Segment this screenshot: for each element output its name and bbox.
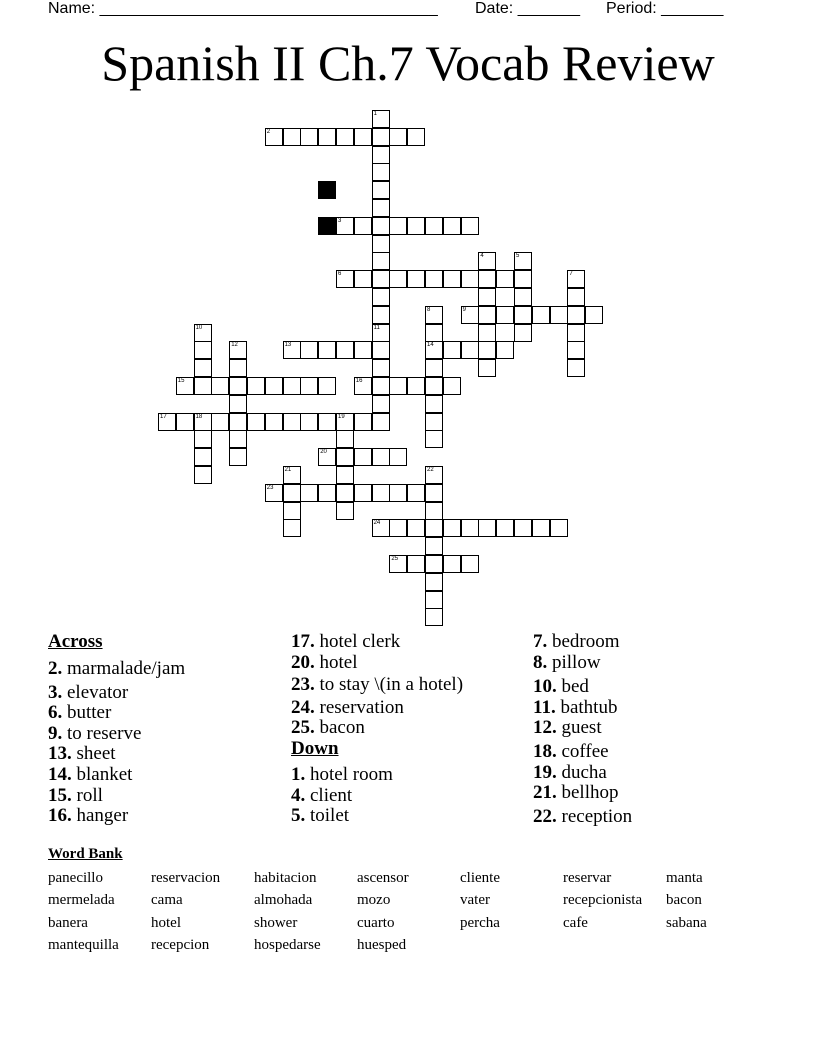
- clue-text: hotel clerk: [314, 631, 401, 652]
- grid-cell[interactable]: [229, 430, 247, 448]
- grid-cell[interactable]: [372, 377, 390, 395]
- period-field[interactable]: Period: _______: [606, 0, 724, 17]
- grid-cell[interactable]: [336, 270, 354, 288]
- grid-cell[interactable]: [336, 448, 354, 466]
- cell-number: 19: [338, 413, 345, 420]
- clue-item: [48, 723, 141, 745]
- cell-number: 6: [338, 271, 342, 278]
- grid-cell[interactable]: [194, 430, 212, 448]
- clue-item: [48, 764, 132, 786]
- grid-cell[interactable]: [372, 306, 390, 324]
- clue-number: 14.: [48, 764, 72, 785]
- clue-number: 25.: [291, 717, 315, 738]
- clue-number: 13.: [48, 743, 72, 764]
- grid-cell[interactable]: [283, 377, 301, 395]
- grid-cell[interactable]: [300, 377, 318, 395]
- grid-cell[interactable]: [461, 306, 479, 324]
- clue-item: [291, 764, 393, 786]
- grid-cell[interactable]: [372, 181, 390, 199]
- clue-item: [291, 631, 400, 653]
- down-heading: Down: [291, 738, 339, 759]
- word-bank-item: huesped: [357, 937, 407, 953]
- clue-text: toilet: [305, 805, 350, 826]
- clue-text: pillow: [547, 652, 601, 673]
- grid-cell[interactable]: [300, 341, 318, 359]
- grid-cell[interactable]: [425, 359, 443, 377]
- clue-number: 12.: [533, 717, 557, 738]
- grid-cell[interactable]: [283, 341, 301, 359]
- grid-cell[interactable]: [567, 288, 585, 306]
- grid-cell[interactable]: [158, 413, 176, 431]
- grid-cell[interactable]: [372, 199, 390, 217]
- grid-cell[interactable]: [372, 146, 390, 164]
- clue-number: 9.: [48, 723, 63, 744]
- clue-item: [291, 697, 404, 719]
- word-bank-item: ascensor: [357, 870, 409, 886]
- cell-number: 8: [427, 306, 431, 313]
- clue-text: reservation: [314, 697, 404, 718]
- clue-item: [533, 741, 609, 763]
- cell-number: 3: [338, 217, 342, 224]
- clue-text: elevator: [62, 682, 129, 703]
- grid-cell[interactable]: [407, 519, 425, 537]
- name-field[interactable]: Name: ______________________________________: [48, 0, 438, 17]
- clue-text: to stay \(in a hotel): [314, 674, 464, 695]
- clue-item: [291, 652, 358, 674]
- word-bank-item: hospedarse: [254, 937, 321, 953]
- grid-cell[interactable]: [496, 519, 514, 537]
- date-field[interactable]: Date: _______: [475, 0, 580, 17]
- grid-cell[interactable]: [478, 252, 496, 270]
- cell-number: 5: [516, 253, 520, 260]
- grid-cell[interactable]: [425, 413, 443, 431]
- grid-cell[interactable]: [300, 413, 318, 431]
- clue-number: 8.: [533, 652, 548, 673]
- word-bank-item: reservar: [563, 870, 612, 886]
- clue-text: hanger: [71, 805, 129, 826]
- word-bank-item: mermelada: [48, 892, 115, 908]
- grid-cell[interactable]: [389, 448, 407, 466]
- grid-cell[interactable]: [425, 341, 443, 359]
- grid-cell[interactable]: [194, 448, 212, 466]
- grid-cell[interactable]: [354, 270, 372, 288]
- black-square: [318, 217, 336, 235]
- grid-cell[interactable]: [318, 484, 336, 502]
- grid-cell[interactable]: [354, 484, 372, 502]
- grid-cell[interactable]: [354, 128, 372, 146]
- clue-item: [48, 702, 111, 724]
- clue-text: guest: [556, 717, 602, 738]
- cell-number: 17: [160, 413, 167, 420]
- grid-cell[interactable]: [247, 413, 265, 431]
- clue-number: 15.: [48, 785, 72, 806]
- clue-number: 7.: [533, 631, 548, 652]
- grid-cell[interactable]: [229, 448, 247, 466]
- grid-cell[interactable]: [372, 395, 390, 413]
- grid-cell[interactable]: [247, 377, 265, 395]
- cell-number: 15: [177, 378, 185, 384]
- grid-cell[interactable]: [389, 519, 407, 537]
- grid-cell[interactable]: [283, 502, 301, 520]
- cell-number: 7: [569, 271, 573, 278]
- clue-number: 20.: [291, 652, 315, 673]
- clue-item: [48, 743, 116, 765]
- clue-item: [48, 805, 128, 827]
- clue-item: [48, 785, 103, 807]
- grid-cell[interactable]: [425, 537, 443, 555]
- grid-cell[interactable]: [372, 341, 390, 359]
- grid-cell[interactable]: [567, 359, 585, 377]
- grid-cell[interactable]: [478, 270, 496, 288]
- grid-cell[interactable]: [318, 341, 336, 359]
- grid-cell[interactable]: [425, 466, 443, 484]
- grid-cell[interactable]: [229, 395, 247, 413]
- grid-cell[interactable]: [211, 413, 229, 431]
- cell-number: 4: [480, 253, 484, 260]
- clue-item: [291, 717, 365, 739]
- grid-cell[interactable]: [194, 377, 212, 395]
- grid-cell[interactable]: [389, 484, 407, 502]
- across-heading: Across: [48, 631, 103, 652]
- clue-number: 10.: [533, 676, 557, 697]
- grid-cell[interactable]: [425, 217, 443, 235]
- grid-cell[interactable]: [229, 413, 247, 431]
- clue-text: sheet: [71, 743, 116, 764]
- grid-cell[interactable]: [443, 270, 461, 288]
- clue-number: 24.: [291, 697, 315, 718]
- grid-cell[interactable]: [265, 484, 283, 502]
- cell-number: 13: [284, 342, 292, 349]
- clue-text: bellhop: [556, 782, 619, 803]
- grid-cell[interactable]: [372, 519, 390, 537]
- word-bank-item: reservacion: [151, 870, 221, 886]
- clue-number: 1.: [291, 764, 306, 785]
- grid-cell[interactable]: [336, 430, 354, 448]
- grid-cell[interactable]: [176, 413, 194, 431]
- grid-cell[interactable]: [478, 341, 496, 359]
- grid-cell[interactable]: [194, 413, 212, 431]
- cell-number: 20: [320, 449, 327, 456]
- grid-cell[interactable]: [443, 341, 461, 359]
- grid-cell[interactable]: [354, 217, 372, 235]
- grid-cell[interactable]: [407, 484, 425, 502]
- clue-item: [291, 805, 349, 827]
- grid-cell[interactable]: [372, 252, 390, 270]
- grid-cell[interactable]: [532, 306, 550, 324]
- word-bank-item: manta: [666, 870, 703, 886]
- grid-cell[interactable]: [478, 519, 496, 537]
- grid-cell[interactable]: [372, 217, 390, 235]
- clue-item: [533, 631, 620, 653]
- word-bank-item: cuarto: [357, 915, 395, 931]
- grid-cell[interactable]: [336, 502, 354, 520]
- cell-number: 1: [373, 111, 377, 117]
- cell-number: 24: [373, 520, 381, 527]
- grid-cell[interactable]: [372, 413, 390, 431]
- word-bank-item: cliente: [460, 870, 500, 886]
- word-bank-item: sabana: [666, 915, 707, 931]
- clue-text: bacon: [314, 717, 365, 738]
- grid-cell[interactable]: [425, 519, 443, 537]
- grid-cell[interactable]: [461, 217, 479, 235]
- cell-number: 16: [355, 378, 363, 384]
- grid-cell[interactable]: [478, 359, 496, 377]
- grid-cell[interactable]: [300, 128, 318, 146]
- grid-cell[interactable]: [389, 377, 407, 395]
- grid-cell[interactable]: [443, 377, 461, 395]
- clue-item: [533, 697, 617, 719]
- grid-cell[interactable]: [194, 341, 212, 359]
- clue-text: bedroom: [547, 631, 620, 652]
- grid-cell[interactable]: [514, 519, 532, 537]
- grid-cell[interactable]: [354, 377, 372, 395]
- grid-cell[interactable]: [211, 377, 229, 395]
- grid-cell[interactable]: [389, 555, 407, 573]
- grid-cell[interactable]: [336, 413, 354, 431]
- clue-text: coffee: [556, 741, 609, 762]
- grid-cell[interactable]: [496, 341, 514, 359]
- grid-cell[interactable]: [407, 377, 425, 395]
- grid-cell[interactable]: [514, 252, 532, 270]
- grid-cell[interactable]: [283, 484, 301, 502]
- clue-text: bathtub: [555, 697, 618, 718]
- grid-cell[interactable]: [550, 519, 568, 537]
- grid-cell[interactable]: [425, 555, 443, 573]
- grid-cell[interactable]: [229, 359, 247, 377]
- grid-cell[interactable]: [461, 519, 479, 537]
- clue-item: [533, 762, 607, 784]
- grid-cell[interactable]: [478, 288, 496, 306]
- grid-cell[interactable]: [372, 484, 390, 502]
- grid-cell[interactable]: [532, 519, 550, 537]
- grid-cell[interactable]: [425, 573, 443, 591]
- word-bank-item: recepcionista: [563, 892, 643, 908]
- clue-number: 21.: [533, 782, 557, 803]
- grid-cell[interactable]: [425, 377, 443, 395]
- clue-number: 18.: [533, 741, 557, 762]
- grid-cell[interactable]: [194, 359, 212, 377]
- clue-item: [533, 806, 632, 828]
- grid-cell[interactable]: [283, 466, 301, 484]
- grid-cell[interactable]: [461, 341, 479, 359]
- word-bank-item: mantequilla: [48, 937, 119, 953]
- grid-cell[interactable]: [176, 377, 194, 395]
- grid-cell[interactable]: [425, 591, 443, 609]
- clue-text: roll: [71, 785, 103, 806]
- grid-cell[interactable]: [425, 270, 443, 288]
- clue-item: [291, 785, 352, 807]
- clue-number: 5.: [291, 805, 306, 826]
- grid-cell[interactable]: [514, 306, 532, 324]
- cell-number: 14: [427, 342, 434, 349]
- grid-cell[interactable]: [567, 324, 585, 342]
- grid-cell[interactable]: [514, 288, 532, 306]
- clue-text: reception: [556, 806, 633, 827]
- clue-text: blanket: [71, 764, 133, 785]
- grid-cell[interactable]: [229, 341, 247, 359]
- grid-cell[interactable]: [407, 128, 425, 146]
- grid-cell[interactable]: [194, 466, 212, 484]
- grid-cell[interactable]: [229, 377, 247, 395]
- word-bank-item: shower: [254, 915, 298, 931]
- clue-number: 3.: [48, 682, 63, 703]
- grid-cell[interactable]: [265, 128, 283, 146]
- clue-text: to reserve: [62, 723, 142, 744]
- grid-cell[interactable]: [265, 413, 283, 431]
- grid-cell[interactable]: [425, 395, 443, 413]
- grid-cell[interactable]: [443, 519, 461, 537]
- grid-cell[interactable]: [407, 555, 425, 573]
- grid-cell[interactable]: [336, 466, 354, 484]
- grid-cell[interactable]: [372, 288, 390, 306]
- grid-cell[interactable]: [461, 270, 479, 288]
- grid-cell[interactable]: [443, 217, 461, 235]
- clue-item: [533, 717, 602, 739]
- grid-cell[interactable]: [283, 519, 301, 537]
- cell-number: 10: [195, 324, 203, 331]
- grid-cell[interactable]: [425, 484, 443, 502]
- grid-cell[interactable]: [336, 217, 354, 235]
- grid-cell[interactable]: [425, 306, 443, 324]
- grid-cell[interactable]: [318, 448, 336, 466]
- cell-number: 2: [266, 128, 271, 135]
- grid-cell[interactable]: [550, 306, 568, 324]
- clue-text: butter: [62, 702, 112, 723]
- grid-cell[interactable]: [496, 270, 514, 288]
- word-bank-item: recepcion: [151, 937, 210, 953]
- cell-number: 9: [462, 306, 466, 313]
- cell-number: 12: [231, 342, 238, 349]
- grid-cell[interactable]: [567, 306, 585, 324]
- grid-cell[interactable]: [354, 413, 372, 431]
- clue-text: hotel: [314, 652, 358, 673]
- cell-number: 23: [266, 484, 274, 491]
- grid-cell[interactable]: [461, 555, 479, 573]
- word-bank-item: almohada: [254, 892, 313, 908]
- clue-text: marmalade/jam: [62, 658, 186, 679]
- grid-cell[interactable]: [354, 448, 372, 466]
- word-bank-item: bacon: [666, 892, 702, 908]
- clue-text: hotel room: [305, 764, 393, 785]
- black-square: [318, 181, 336, 199]
- clue-number: 11.: [533, 697, 556, 718]
- clue-item: [533, 676, 589, 698]
- grid-cell[interactable]: [194, 324, 212, 342]
- clue-text: bed: [556, 676, 589, 697]
- clue-item: [291, 674, 463, 696]
- clue-text: ducha: [556, 762, 607, 783]
- clue-number: 4.: [291, 785, 306, 806]
- clue-number: 6.: [48, 702, 63, 723]
- grid-cell[interactable]: [389, 128, 407, 146]
- grid-cell[interactable]: [354, 341, 372, 359]
- word-bank-item: percha: [460, 915, 500, 931]
- grid-cell[interactable]: [567, 270, 585, 288]
- clue-number: 2.: [48, 658, 63, 679]
- grid-cell[interactable]: [265, 377, 283, 395]
- grid-cell[interactable]: [585, 306, 603, 324]
- grid-cell[interactable]: [372, 324, 390, 342]
- grid-cell[interactable]: [318, 128, 336, 146]
- clue-item: [533, 652, 601, 674]
- cell-number: 11: [373, 324, 380, 331]
- grid-cell[interactable]: [389, 217, 407, 235]
- grid-cell[interactable]: [372, 448, 390, 466]
- grid-cell[interactable]: [372, 359, 390, 377]
- grid-cell[interactable]: [372, 270, 390, 288]
- grid-cell[interactable]: [443, 555, 461, 573]
- grid-cell[interactable]: [318, 377, 336, 395]
- grid-cell[interactable]: [372, 128, 390, 146]
- clue-number: 22.: [533, 806, 557, 827]
- grid-cell[interactable]: [425, 608, 443, 626]
- grid-cell[interactable]: [425, 430, 443, 448]
- grid-cell[interactable]: [496, 306, 514, 324]
- grid-cell[interactable]: [283, 413, 301, 431]
- grid-cell[interactable]: [567, 341, 585, 359]
- grid-cell[interactable]: [478, 324, 496, 342]
- grid-cell[interactable]: [318, 413, 336, 431]
- grid-cell[interactable]: [372, 110, 390, 128]
- clue-item: [48, 658, 185, 680]
- grid-cell[interactable]: [407, 270, 425, 288]
- clue-item: [48, 682, 128, 704]
- grid-cell[interactable]: [425, 324, 443, 342]
- clue-item: [533, 782, 619, 804]
- word-bank-item: vater: [460, 892, 490, 908]
- grid-cell[interactable]: [336, 484, 354, 502]
- grid-cell[interactable]: [478, 306, 496, 324]
- word-bank-item: habitacion: [254, 870, 317, 886]
- word-bank-item: banera: [48, 915, 88, 931]
- cell-number: 18: [195, 413, 203, 420]
- word-bank-item: mozo: [357, 892, 391, 908]
- word-bank-item: cafe: [563, 915, 588, 931]
- word-bank-item: panecillo: [48, 870, 103, 886]
- clue-number: 16.: [48, 805, 72, 826]
- page-title: Spanish II Ch.7 Vocab Review: [101, 35, 715, 91]
- grid-cell[interactable]: [372, 235, 390, 253]
- grid-cell[interactable]: [300, 484, 318, 502]
- word-bank-item: hotel: [151, 915, 181, 931]
- clue-number: 17.: [291, 631, 315, 652]
- cell-number: 22: [427, 467, 434, 473]
- grid-cell[interactable]: [514, 270, 532, 288]
- clue-text: client: [305, 785, 353, 806]
- grid-cell[interactable]: [336, 341, 354, 359]
- word-bank-item: cama: [151, 892, 183, 908]
- word-bank-title: Word Bank: [48, 846, 123, 862]
- grid-cell[interactable]: [425, 502, 443, 520]
- grid-cell[interactable]: [372, 163, 390, 181]
- grid-cell[interactable]: [283, 128, 301, 146]
- grid-cell[interactable]: [407, 217, 425, 235]
- cell-number: 25: [391, 556, 399, 562]
- clue-number: 23.: [291, 674, 315, 695]
- grid-cell[interactable]: [389, 270, 407, 288]
- grid-cell[interactable]: [514, 324, 532, 342]
- clue-number: 19.: [533, 762, 557, 783]
- grid-cell[interactable]: [336, 128, 354, 146]
- cell-number: 21: [284, 467, 292, 473]
